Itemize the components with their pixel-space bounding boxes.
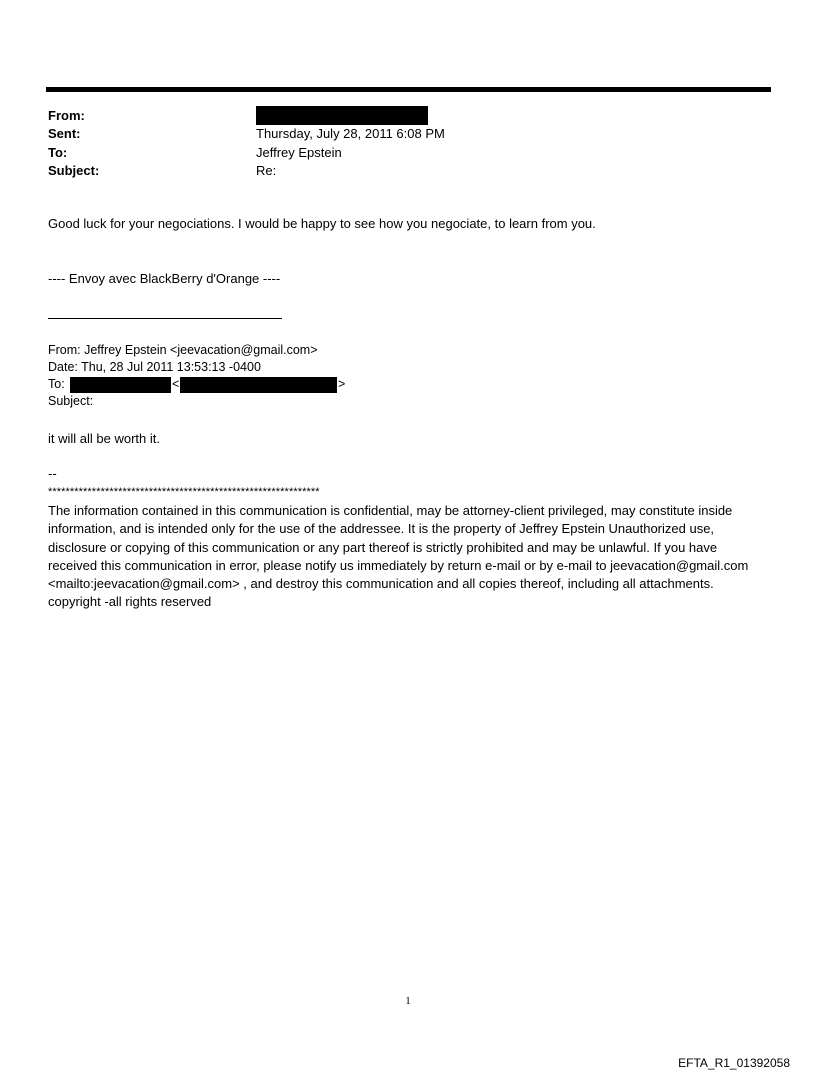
from-label: From: — [48, 108, 85, 123]
signature-line: ---- Envoy avec BlackBerry d'Orange ---- — [48, 271, 281, 286]
quote-separator — [48, 318, 282, 319]
quoted-to-row — [48, 376, 65, 393]
subject-label: Subject: — [48, 163, 100, 178]
quoted-subject: Subject: — [48, 394, 94, 408]
star-separator: ************************************************************** — [48, 486, 320, 498]
subject-value: Re: — [256, 163, 277, 178]
to-label: To: — [48, 145, 68, 160]
quoted-message: it will all be worth it. — [48, 431, 160, 446]
to-value: Jeffrey Epstein — [256, 145, 342, 160]
quoted-from: From: Jeffrey Epstein <jeevacation@gmail.com> — [48, 343, 318, 357]
quoted-to-open-bracket: < — [172, 377, 180, 391]
bates-number: EFTA_R1_01392058 — [678, 1056, 790, 1070]
header-rule — [46, 87, 771, 92]
dash-separator: -- — [48, 466, 57, 481]
confidentiality-disclaimer: The information contained in this communication is confidential, may be attorney-client privileged, may constitute inside information, and is intended only for the use of the addressee. It is the property of Jeffrey Epstein Unauthorized use, disclosure or copying of this communication or any part thereof is strictly prohibited and may be unlawful. If you have received this communication in error, please notify us immediately by return e-mail or by e-mail to jeevacation@gmail.com <mailto:jeevacation@gmail.com> , and destroy this communication and all copies thereof, including all attachments. copyright -all rights reserved — [48, 503, 749, 610]
quoted-to-label: To: — [48, 377, 65, 391]
redacted-sender — [256, 106, 428, 125]
redacted-recipient-name — [70, 377, 171, 393]
sent-value: Thursday, July 28, 2011 6:08 PM — [256, 126, 445, 141]
page-number: 1 — [405, 995, 411, 1007]
quoted-to-close-bracket: > — [338, 377, 346, 391]
quoted-date: Date: Thu, 28 Jul 2011 13:53:13 -0400 — [48, 360, 261, 374]
redacted-recipient-email — [180, 377, 337, 393]
sent-label: Sent: — [48, 126, 81, 141]
message-body: Good luck for your negociations. I would be happy to see how you negociate, to learn from you. — [48, 216, 596, 231]
